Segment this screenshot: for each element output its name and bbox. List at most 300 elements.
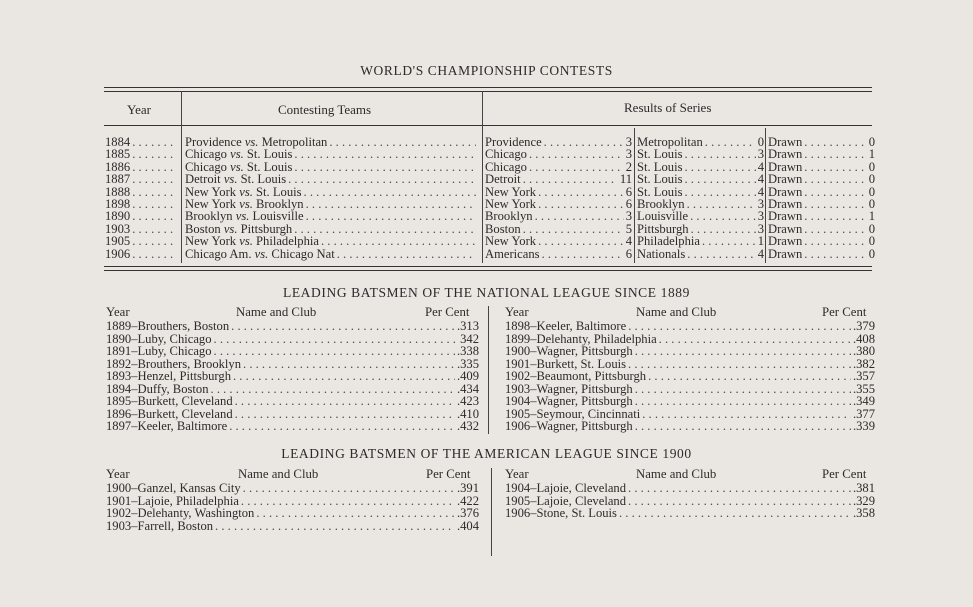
dot-leader [635, 383, 851, 396]
world-row-winner [485, 173, 632, 186]
world-row-loser [637, 173, 764, 186]
rule [104, 266, 872, 267]
world-row-winner-value: 6 [625, 198, 632, 211]
dot-leader [321, 235, 476, 248]
national-right-row-label: 1906–Wagner, Pittsburgh [505, 420, 633, 433]
national-left-row [106, 383, 479, 396]
world-title: WORLD'S CHAMPIONSHIP CONTESTS [360, 63, 613, 78]
world-row-winner-value: 5 [625, 222, 632, 236]
dot-leader [132, 148, 177, 161]
dot-leader [214, 345, 455, 358]
national-right-row-value: .382 [852, 357, 875, 371]
world-row-year [105, 173, 179, 186]
american-left-row-label: 1902–Delehanty, Washington [106, 507, 255, 521]
teams-label: Chicago Am. vs. Chicago Nat [185, 247, 335, 261]
world-header-results: Results of Series [624, 100, 712, 115]
world-row-drawn-value: 0 [868, 198, 875, 211]
world-row-loser [637, 210, 764, 223]
world-row-year [105, 210, 179, 223]
world-row-drawn-label: Drawn [768, 160, 803, 174]
world-row-teams [185, 198, 478, 211]
world-row-drawn-value: 0 [868, 173, 875, 187]
teams-label: Providence vs. Metropolitan [185, 136, 328, 149]
dot-leader [235, 408, 455, 421]
world-row-loser [637, 136, 764, 149]
world-row-drawn-value: 0 [868, 247, 875, 261]
dot-leader [215, 520, 455, 533]
national-left-row-label: 1894–Duffy, Boston [106, 382, 209, 396]
national-left-row [106, 395, 479, 408]
american-left-header-pct: Per Cent [426, 467, 471, 481]
world-row-winner [485, 198, 632, 211]
rule [104, 87, 872, 88]
national-left-row-value: .423 [456, 395, 479, 408]
dot-leader [529, 161, 624, 174]
world-row-teams [185, 235, 478, 248]
dot-leader [687, 248, 755, 261]
national-left-row [106, 333, 479, 346]
american-title: LEADING BATSMEN OF THE AMERICAN LEAGUE SINCE 1900 [281, 446, 692, 461]
national-right-row-label: 1898–Keeler, Baltimore [505, 320, 627, 333]
world-row-loser-value: 4 [757, 247, 764, 261]
dot-leader [687, 198, 756, 211]
national-right-header-year [505, 305, 529, 320]
national-left-row [106, 370, 479, 383]
national-right-row [505, 408, 875, 421]
dot-leader [306, 210, 476, 223]
world-row-drawn-label: Drawn [768, 185, 803, 199]
teams-label: New York vs. St. Louis [185, 185, 302, 199]
year-label: 1890 [105, 210, 131, 224]
national-right-row-value: .349 [852, 395, 875, 408]
american-left-row-value: .422 [456, 494, 479, 508]
dot-leader [306, 198, 476, 211]
american-left-header-name: Name and Club [238, 467, 319, 481]
american-right-header-pct: Per Cent [822, 467, 867, 481]
year-label: 1898 [105, 198, 131, 211]
dot-leader [229, 420, 455, 433]
national-right-row-value: .339 [852, 420, 875, 433]
world-row-drawn [768, 235, 875, 248]
dot-leader [685, 161, 756, 174]
world-row-winner [485, 136, 632, 149]
dot-leader [243, 358, 455, 371]
national-left-row-label: 1896–Burkett, Cleveland [106, 407, 233, 421]
dot-leader [804, 161, 866, 174]
national-right-row-label: 1905–Seymour, Cincinnati [505, 407, 641, 421]
national-right-row-label: 1904–Wagner, Pittsburgh [505, 395, 633, 408]
dot-leader [648, 370, 851, 383]
dot-leader [538, 235, 624, 248]
world-row-drawn-label: Drawn [768, 148, 803, 162]
national-left-row-value: .335 [456, 357, 479, 371]
dot-leader [294, 161, 476, 174]
american-left-row-label: 1903–Farrell, Boston [106, 520, 214, 534]
world-row-drawn [768, 198, 875, 211]
american-left-row-label: 1900–Ganzel, Kansas City [106, 482, 241, 495]
world-row-loser-value: 3 [757, 198, 764, 211]
dot-leader [132, 173, 177, 186]
american-right-row-label: 1905–Lajoie, Cleveland [505, 494, 627, 508]
world-row-winner-label: Chicago [485, 160, 527, 174]
rule [104, 91, 872, 92]
world-row-drawn-label: Drawn [768, 136, 803, 149]
national-left-header-pct: Per Cent [425, 305, 470, 319]
dot-leader [233, 370, 455, 383]
national-right-row-value: .377 [852, 407, 875, 421]
world-row-winner-value: 2 [625, 160, 632, 174]
dot-leader [804, 235, 866, 248]
world-row-drawn-value: 0 [868, 160, 875, 174]
world-row-winner [485, 223, 632, 236]
dot-leader [685, 173, 756, 186]
world-row-loser [637, 248, 764, 261]
american-right-row-value: .329 [852, 494, 875, 508]
world-row-teams [185, 186, 478, 199]
american-right-header-year [505, 467, 529, 482]
world-row-loser-label: St. Louis [637, 160, 683, 174]
national-right-row [505, 345, 875, 358]
year-label: 1888 [105, 185, 131, 199]
dot-leader [132, 161, 177, 174]
national-right-row-value: .357 [852, 370, 875, 383]
world-row-drawn-label: Drawn [768, 173, 803, 187]
national-left-row-value: .434 [456, 382, 479, 396]
world-row-teams [185, 223, 478, 236]
dot-leader [804, 223, 866, 236]
world-row-loser-label: Metropolitan [637, 136, 703, 149]
dot-leader [619, 507, 851, 520]
american-left-header-year [106, 467, 130, 482]
dot-leader [132, 223, 177, 236]
national-left-row [106, 408, 479, 421]
dot-leader [294, 223, 476, 236]
national-left-row [106, 420, 479, 433]
world-row-year [105, 148, 179, 161]
world-row-winner-label: Americans [485, 247, 540, 261]
world-row-drawn [768, 210, 875, 223]
world-header-year: Year [127, 102, 151, 117]
american-left-row-value: .376 [456, 507, 479, 521]
world-row-loser-value: 3 [757, 222, 764, 236]
american-right-row-value: .358 [852, 507, 875, 521]
dot-leader [132, 136, 177, 149]
world-row-loser-value: 4 [757, 185, 764, 199]
world-header-teams: Contesting Teams [278, 102, 372, 117]
world-row-drawn [768, 186, 875, 199]
dot-leader [329, 136, 476, 149]
world-row-loser-label: Nationals [637, 247, 686, 261]
national-right-row [505, 333, 875, 346]
world-row-winner-value: 3 [625, 210, 632, 224]
dot-leader [337, 248, 476, 261]
world-row-loser [637, 223, 764, 236]
column-divider [181, 91, 182, 263]
national-left-row-value: .338 [456, 345, 479, 358]
world-row-loser-value: 3 [757, 148, 764, 162]
year-label: Year [106, 305, 130, 319]
world-row-winner-label: New York [485, 235, 537, 249]
column-divider [482, 91, 483, 263]
year-label: Year [505, 305, 529, 319]
dot-leader [294, 148, 476, 161]
national-left-row-value: .409 [456, 370, 479, 383]
dot-leader [288, 173, 476, 186]
world-row-drawn-label: Drawn [768, 247, 803, 261]
world-row-drawn-value: 0 [868, 222, 875, 236]
dot-leader [659, 333, 851, 346]
world-row-winner [485, 235, 632, 248]
world-row-winner-label: Boston [485, 222, 521, 236]
dot-leader [804, 210, 866, 223]
world-row-loser [637, 235, 764, 248]
world-row-drawn-value: 0 [868, 235, 875, 249]
national-left-row-value: .313 [456, 320, 479, 333]
world-row-loser-value: 0 [757, 136, 764, 149]
american-left-row-value: .391 [456, 482, 479, 495]
american-right-row-label: 1904–Lajoie, Cleveland [505, 482, 627, 495]
national-left-row-value: .410 [456, 407, 479, 421]
dot-leader [685, 148, 756, 161]
world-row-teams [185, 161, 478, 174]
national-left-row-value: 342 [460, 332, 479, 346]
dot-leader [804, 186, 866, 199]
national-title: LEADING BATSMEN OF THE NATIONAL LEAGUE SINCE 1889 [282, 285, 690, 300]
world-row-drawn [768, 136, 875, 149]
year-label: 1884 [105, 136, 131, 149]
world-row-year [105, 223, 179, 236]
dot-leader [642, 408, 851, 421]
american-right-row [505, 482, 875, 495]
world-row-winner [485, 210, 632, 223]
column-divider [765, 128, 766, 263]
dot-leader [544, 136, 624, 149]
american-right-row-value: .381 [852, 482, 875, 495]
dot-leader [628, 358, 851, 371]
dot-leader [635, 395, 851, 408]
american-right-row [505, 495, 875, 508]
national-right-header-name: Name and Club [636, 305, 717, 319]
world-row-winner-label: Chicago [485, 148, 527, 162]
world-row-year [105, 136, 179, 149]
national-right-row-label: 1899–Delehanty, Philadelphia [505, 332, 657, 346]
world-row-drawn [768, 248, 875, 261]
national-right-row [505, 420, 875, 433]
dot-leader [529, 148, 624, 161]
teams-label: New York vs. Philadelphia [185, 235, 319, 249]
world-row-loser-value: 4 [757, 173, 764, 187]
world-row-loser-label: Pittsburgh [637, 222, 689, 236]
world-row-winner-label: Providence [485, 136, 542, 149]
world-row-teams [185, 173, 478, 186]
world-row-drawn-value: 1 [868, 148, 875, 162]
column-divider [491, 468, 492, 556]
world-row-winner-value: 6 [625, 185, 632, 199]
dot-leader [132, 210, 177, 223]
teams-label: Brooklyn vs. Louisville [185, 210, 304, 224]
national-left-row [106, 345, 479, 358]
year-label: 1886 [105, 160, 131, 174]
dot-leader [304, 186, 476, 199]
year-label: 1885 [105, 148, 131, 162]
world-row-winner [485, 186, 632, 199]
national-left-header-name: Name and Club [236, 305, 317, 319]
world-row-drawn [768, 148, 875, 161]
dot-leader [523, 173, 618, 186]
dot-leader [523, 223, 624, 236]
american-right-header-name: Name and Club [636, 467, 717, 481]
national-left-row-value: .432 [456, 420, 479, 433]
dot-leader [804, 248, 866, 261]
world-row-year [105, 235, 179, 248]
national-right-row [505, 395, 875, 408]
dot-leader [241, 495, 455, 508]
world-row-loser-label: St. Louis [637, 173, 683, 187]
world-row-drawn-value: 1 [868, 210, 875, 224]
national-left-row-label: 1889–Brouthers, Boston [106, 320, 230, 333]
world-row-teams [185, 148, 478, 161]
world-row-drawn-value: 0 [868, 136, 875, 149]
teams-label: New York vs. Brooklyn [185, 198, 304, 211]
national-right-row [505, 358, 875, 371]
national-left-row-label: 1893–Henzel, Pittsburgh [106, 370, 231, 383]
national-left-row [106, 320, 479, 333]
world-row-loser [637, 148, 764, 161]
dot-leader [538, 186, 624, 199]
national-left-row-label: 1895–Burkett, Cleveland [106, 395, 233, 408]
dot-leader [538, 198, 624, 211]
teams-label: Boston vs. Pittsburgh [185, 222, 293, 236]
dot-leader [690, 210, 756, 223]
world-row-loser-label: St. Louis [637, 148, 683, 162]
world-row-year [105, 186, 179, 199]
american-right-row [505, 507, 875, 520]
dot-leader [132, 186, 177, 199]
world-row-loser [637, 186, 764, 199]
world-row-teams [185, 248, 478, 261]
national-right-row-value: .379 [852, 320, 875, 333]
dot-leader [628, 495, 851, 508]
year-label: Year [505, 467, 529, 481]
dot-leader [211, 383, 455, 396]
world-row-loser-label: Philadelphia [637, 235, 700, 249]
year-label: 1905 [105, 235, 131, 249]
world-row-drawn-label: Drawn [768, 222, 803, 236]
dot-leader [214, 333, 459, 346]
american-right-row-label: 1906–Stone, St. Louis [505, 507, 617, 521]
world-row-winner-value: 3 [625, 136, 632, 149]
world-row-loser-label: Louisville [637, 210, 689, 224]
world-row-loser [637, 198, 764, 211]
dot-leader [691, 223, 756, 236]
dot-leader [535, 210, 624, 223]
rule [104, 125, 872, 126]
world-row-winner-value: 6 [625, 247, 632, 261]
column-divider [634, 128, 635, 263]
world-row-teams [185, 210, 478, 223]
world-row-loser-value: 1 [757, 235, 764, 249]
world-row-winner-value: 4 [625, 235, 632, 249]
national-right-row [505, 370, 875, 383]
dot-leader [256, 507, 455, 520]
national-right-row [505, 383, 875, 396]
national-left-row-label: 1892–Brouthers, Brooklyn [106, 357, 242, 371]
world-row-winner-label: Detroit [485, 173, 521, 187]
dot-leader [804, 148, 866, 161]
world-row-loser [637, 161, 764, 174]
dot-leader [635, 420, 851, 433]
american-left-row [106, 520, 479, 533]
year-label: 1906 [105, 247, 131, 261]
world-row-winner-value: 3 [625, 148, 632, 162]
year-label: Year [106, 467, 130, 481]
world-row-winner [485, 148, 632, 161]
world-row-winner-label: New York [485, 198, 537, 211]
national-right-row [505, 320, 875, 333]
world-row-drawn-value: 0 [868, 185, 875, 199]
teams-label: Detroit vs. St. Louis [185, 173, 287, 187]
american-left-row [106, 482, 479, 495]
national-left-header-year [106, 305, 130, 320]
world-row-drawn-label: Drawn [768, 198, 803, 211]
national-left-row-label: 1890–Luby, Chicago [106, 332, 212, 346]
dot-leader [804, 136, 866, 149]
world-row-loser-value: 4 [757, 160, 764, 174]
national-right-row-label: 1901–Burkett, St. Louis [505, 357, 627, 371]
dot-leader [231, 320, 455, 333]
world-row-drawn [768, 223, 875, 236]
world-row-loser-value: 3 [757, 210, 764, 224]
world-row-drawn [768, 161, 875, 174]
year-label: 1887 [105, 173, 131, 187]
dot-leader [243, 482, 455, 495]
national-left-row-label: 1897–Keeler, Baltimore [106, 420, 228, 433]
national-right-row-label: 1903–Wagner, Pittsburgh [505, 382, 633, 396]
national-right-row-value: .355 [852, 382, 875, 396]
world-row-winner-label: Brooklyn [485, 210, 533, 224]
world-row-winner-label: New York [485, 185, 537, 199]
teams-label: Chicago vs. St. Louis [185, 160, 293, 174]
national-left-row [106, 358, 479, 371]
dot-leader [628, 320, 851, 333]
dot-leader [804, 173, 866, 186]
american-left-row [106, 507, 479, 520]
dot-leader [235, 395, 455, 408]
world-row-teams [185, 136, 478, 149]
dot-leader [635, 345, 851, 358]
world-row-winner-value: 11 [619, 173, 632, 187]
dot-leader [628, 482, 851, 495]
dot-leader [132, 235, 177, 248]
rule [104, 270, 872, 271]
american-left-row-label: 1901–Lajoie, Philadelphia [106, 494, 239, 508]
dot-leader [705, 136, 756, 149]
dot-leader [542, 248, 624, 261]
national-right-row-value: .408 [852, 332, 875, 346]
world-row-loser-label: Brooklyn [637, 198, 685, 211]
dot-leader [132, 248, 177, 261]
american-left-row [106, 495, 479, 508]
world-row-drawn-label: Drawn [768, 210, 803, 224]
world-row-winner [485, 248, 632, 261]
dot-leader [132, 198, 177, 211]
national-right-row-value: .380 [852, 345, 875, 358]
world-row-loser-label: St. Louis [637, 185, 683, 199]
world-row-drawn [768, 173, 875, 186]
dot-leader [685, 186, 756, 199]
year-label: 1903 [105, 222, 131, 236]
column-divider [488, 306, 489, 434]
